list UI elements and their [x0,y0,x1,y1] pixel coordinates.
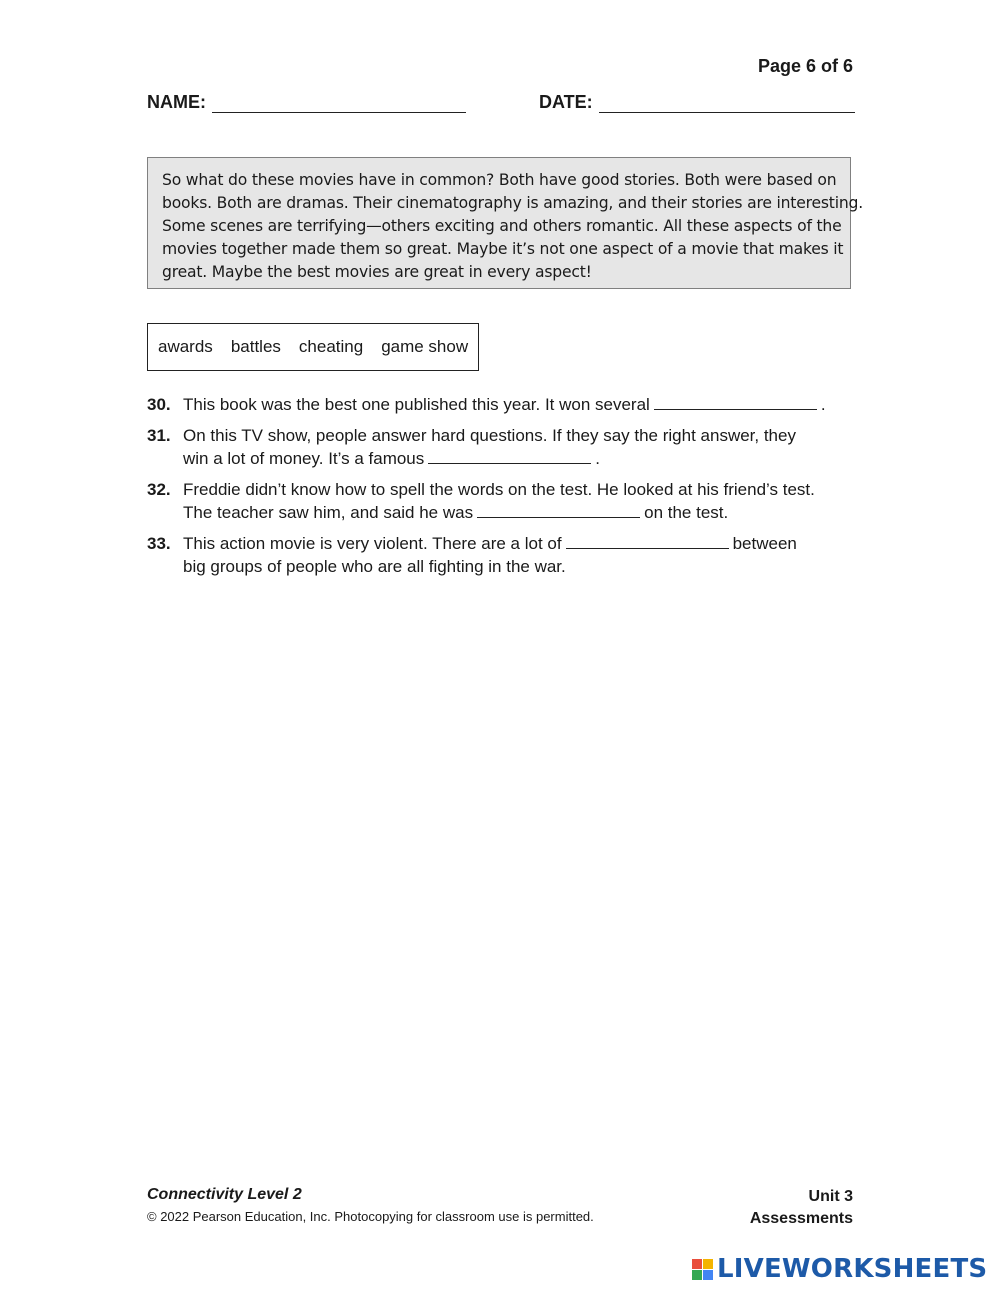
word-bank-item: game show [381,337,469,356]
section-label: Assessments [749,1210,853,1227]
word-bank-item: awards [158,337,213,356]
logo-square [692,1259,702,1269]
date-field [539,92,855,113]
question-text-before: win a lot of money. It’s a famous [183,449,425,468]
question-number: 30. [147,395,171,414]
liveworksheets-brand [692,1254,987,1284]
copyright-notice: © 2022 Pearson Education, Inc. Photocopying for classroom use is permitted. [147,1209,594,1224]
logo-square [703,1259,713,1269]
answer-blank[interactable] [654,395,817,410]
name-input-line[interactable] [212,96,466,113]
question-text-before: The teacher saw him, and said he was [183,503,474,522]
question-text-after: . [595,449,600,468]
name-label: NAME: [147,92,206,112]
question-text [183,532,797,578]
answer-blank[interactable] [566,534,729,549]
student-info-row [147,92,853,116]
footer-right [750,1186,853,1230]
series-title: Connectivity Level 2 [147,1186,302,1203]
word-bank-item: battles [230,337,281,356]
answer-blank[interactable] [477,503,640,518]
footer-left [147,1186,594,1224]
passage-line: great. Maybe the best movies are great in every aspect! [162,263,592,281]
brand-wordmark: LIVEWORKSHEETS [717,1254,988,1284]
page-number: Page 6 of 6 [757,56,853,76]
question-number: 31. [147,426,171,445]
liveworksheets-logo-icon [692,1259,713,1280]
question-number: 33. [147,534,171,553]
unit-label: Unit 3 [808,1188,853,1205]
word-bank [147,323,479,371]
question-line [183,447,796,470]
passage-line: Some scenes are terrifying—others exciting and others romantic. All these aspects of the [162,217,842,235]
question-text [183,424,796,470]
question-text [183,478,815,524]
passage-line: books. Both are dramas. Their cinematography is amazing, and their stories are interesting. [162,194,863,212]
question-text-before: This book was the best one published this year. It won several [183,395,650,414]
logo-square [703,1270,713,1280]
word-bank-item: cheating [298,337,364,356]
passage-line: movies together made them so great. Maybe it’s not one aspect of a movie that makes it [162,240,844,258]
passage-line: So what do these movies have in common? Both have good stories. Both were based on [162,171,837,189]
question-text-after: between [732,534,797,553]
question-number: 32. [147,480,171,499]
reading-passage [147,157,863,289]
question-line: Freddie didn’t know how to spell the words on the test. He looked at his friend’s test. [183,480,815,499]
date-label: DATE: [539,92,593,112]
question-text-after: . [820,395,826,414]
date-input-line[interactable] [599,96,855,113]
question-line: On this TV show, people answer hard questions. If they say the right answer, they [183,426,796,445]
question-text [183,393,826,416]
answer-blank[interactable] [428,449,591,464]
logo-square [692,1270,702,1280]
name-field [147,92,466,113]
question-line [183,501,815,524]
question-line [183,532,797,555]
question-text-before: This action movie is very violent. There are a lot of [183,534,562,553]
question-line: big groups of people who are all fighting in the war. [183,557,566,576]
question-text-after: on the test. [644,503,729,522]
